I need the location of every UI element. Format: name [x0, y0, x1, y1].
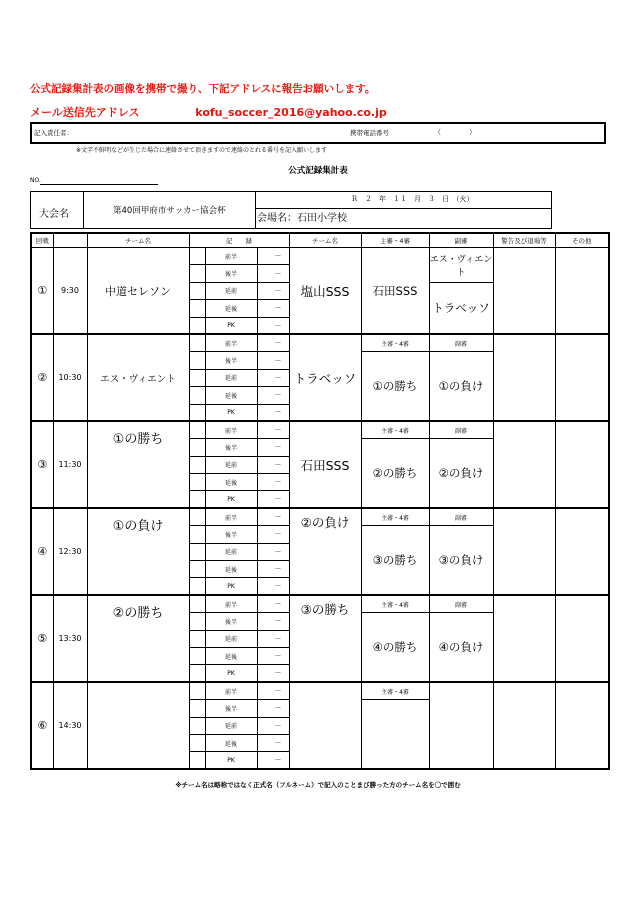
warnings-cell[interactable] [493, 334, 555, 421]
col-record: 記 録 [189, 233, 289, 248]
team-a-name[interactable] [87, 682, 189, 769]
record-spacer [189, 491, 205, 508]
round-number: ④ [31, 508, 53, 595]
col-round: 回戦 [31, 233, 53, 248]
main-ref[interactable]: ③の勝ち [361, 526, 429, 596]
record-spacer [189, 352, 205, 369]
warnings-cell[interactable] [493, 508, 555, 595]
score-cell[interactable]: － [257, 265, 289, 282]
sub-ref-header: 副審 [429, 508, 493, 525]
sub-ref-top[interactable]: エス・ヴィエント [429, 248, 493, 283]
record-spacer [189, 387, 205, 404]
sub-ref-blank [429, 682, 493, 769]
email-label: メール送信先アドレス [30, 106, 140, 119]
record-spacer [189, 578, 205, 595]
note-bottom: ※チーム名は略称ではなく正式名（フルネーム）で記入のことまび勝った方のチーム名を〇で囲む [175, 781, 461, 789]
record-spacer [189, 630, 205, 647]
round-number: ③ [31, 421, 53, 508]
score-cell[interactable]: － [257, 282, 289, 299]
warnings-cell[interactable] [493, 595, 555, 682]
record-spacer [189, 369, 205, 386]
other-cell[interactable] [555, 421, 609, 508]
table-row [31, 248, 609, 265]
record-spacer [189, 734, 205, 751]
half-label: 延後 [205, 561, 257, 578]
half-label: 後半 [205, 526, 257, 543]
half-label: 前半 [205, 508, 257, 525]
record-spacer [189, 717, 205, 734]
record-spacer [189, 421, 205, 438]
col-warnings: 警告及び退場等 [493, 233, 555, 248]
half-label: 延後 [205, 300, 257, 317]
score-cell[interactable]: － [257, 734, 289, 751]
record-spacer [189, 543, 205, 560]
phone-label: 携帯電話番号 [350, 129, 389, 137]
score-cell[interactable]: － [257, 752, 289, 769]
record-spacer [189, 334, 205, 351]
half-label: 前半 [205, 595, 257, 612]
warnings-cell[interactable] [493, 421, 555, 508]
table-row [31, 682, 609, 699]
other-cell[interactable] [555, 682, 609, 769]
score-cell[interactable]: － [257, 474, 289, 491]
round-number: ⑥ [31, 682, 53, 769]
score-cell[interactable]: － [257, 700, 289, 717]
sub-ref[interactable]: ①の負け [429, 352, 493, 422]
table-row [31, 334, 609, 351]
main-ref[interactable]: 石田SSS [361, 248, 429, 335]
score-cell[interactable]: － [257, 421, 289, 438]
score-cell[interactable]: － [257, 665, 289, 682]
phone-field: （ ） [434, 128, 476, 136]
record-spacer [189, 700, 205, 717]
col-team-b: チーム名 [289, 233, 361, 248]
record-spacer [189, 595, 205, 612]
responsible-label: 記入責任者： [34, 129, 73, 137]
col-team-a: チーム名 [87, 233, 189, 248]
score-cell[interactable]: － [257, 352, 289, 369]
taikai-label: 大会名 [39, 209, 69, 220]
other-cell[interactable] [555, 595, 609, 682]
half-label: 後半 [205, 439, 257, 456]
sub-ref-header: 副審 [429, 595, 493, 612]
kickoff-time: 11:30 [53, 421, 87, 508]
record-spacer [189, 561, 205, 578]
score-cell[interactable]: － [257, 456, 289, 473]
record-spacer [189, 317, 205, 334]
sub-ref-header: 副審 [429, 334, 493, 351]
record-spacer [189, 439, 205, 456]
record-spacer [189, 526, 205, 543]
half-label: 延後 [205, 387, 257, 404]
record-spacer [189, 474, 205, 491]
record-spacer [189, 282, 205, 299]
score-cell[interactable]: － [257, 647, 289, 664]
col-main-ref: 主審・4審 [361, 233, 429, 248]
email-line [30, 104, 387, 120]
record-spacer [189, 665, 205, 682]
half-label: PK [205, 317, 257, 334]
col-other: その他 [555, 233, 609, 248]
team-b-name[interactable]: ②の負け [289, 508, 361, 595]
score-cell[interactable]: － [257, 630, 289, 647]
half-label: 延前 [205, 543, 257, 560]
half-label: PK [205, 665, 257, 682]
record-spacer [189, 456, 205, 473]
team-a-name[interactable]: ②の勝ち [87, 595, 189, 682]
half-label: 前半 [205, 248, 257, 265]
team-a-name[interactable]: エス・ヴィエント [87, 334, 189, 421]
table-row [31, 421, 609, 438]
score-cell[interactable]: － [257, 595, 289, 612]
record-spacer [189, 682, 205, 699]
half-label: 前半 [205, 334, 257, 351]
half-label: 後半 [205, 265, 257, 282]
main-ref-header: 主審・4審 [361, 508, 429, 525]
sub-ref[interactable]: ②の負け [429, 439, 493, 509]
note-top: ※文字不鮮明などが生じた場合に連絡させて頂きますので連絡のとれる番号を記入願いします [76, 147, 328, 154]
team-b-name[interactable]: 塩山SSS [289, 248, 361, 335]
half-label: 延後 [205, 474, 257, 491]
half-label: 前半 [205, 421, 257, 438]
taikai-cell [31, 192, 84, 228]
score-cell[interactable]: － [257, 543, 289, 560]
score-cell[interactable]: － [257, 369, 289, 386]
score-cell[interactable]: － [257, 561, 289, 578]
half-label: 後半 [205, 700, 257, 717]
venue: 会場名：石田小学校 [257, 213, 347, 224]
half-label: 後半 [205, 352, 257, 369]
main-ref-header: 主審・4審 [361, 421, 429, 438]
main-ref-header: 主審・4審 [361, 595, 429, 612]
score-cell[interactable]: － [257, 387, 289, 404]
half-label: PK [205, 578, 257, 595]
other-cell[interactable] [555, 248, 609, 335]
record-spacer [189, 300, 205, 317]
half-label: 延前 [205, 369, 257, 386]
kickoff-time: 12:30 [53, 508, 87, 595]
instruction-line: 公式記録集計表の画像を携帯で撮り、下記アドレスに報告お願いします。 [30, 83, 376, 95]
main-ref[interactable]: ④の勝ち [361, 613, 429, 683]
table-header-row [31, 233, 609, 248]
half-label: 延後 [205, 734, 257, 751]
half-label: PK [205, 491, 257, 508]
team-b-name[interactable]: トラベッソ [289, 334, 361, 421]
main-ref-header: 主審・4審 [361, 682, 429, 699]
main-ref[interactable]: ②の勝ち [361, 439, 429, 509]
team-b-name[interactable] [289, 682, 361, 769]
record-spacer [189, 752, 205, 769]
half-label: PK [205, 752, 257, 769]
record-spacer [189, 508, 205, 525]
record-spacer [189, 248, 205, 265]
half-label: 延前 [205, 630, 257, 647]
score-cell[interactable]: － [257, 439, 289, 456]
kickoff-time: 13:30 [53, 595, 87, 682]
email-address[interactable]: kofu_soccer_2016@yahoo.co.jp [195, 106, 387, 119]
half-label: 延前 [205, 717, 257, 734]
header-box [30, 191, 552, 229]
half-label: 延前 [205, 282, 257, 299]
score-cell[interactable]: － [257, 613, 289, 630]
no-label: NO. [30, 177, 41, 184]
main-ref[interactable]: ①の勝ち [361, 352, 429, 422]
score-cell[interactable]: － [257, 717, 289, 734]
score-cell[interactable]: － [257, 404, 289, 421]
kickoff-time: 14:30 [53, 682, 87, 769]
sub-ref-header: 副審 [429, 421, 493, 438]
round-number: ⑤ [31, 595, 53, 682]
sub-ref[interactable]: トラベッソ [429, 282, 493, 334]
sub-ref[interactable]: ④の負け [429, 613, 493, 683]
round-number: ② [31, 334, 53, 421]
round-number: ① [31, 248, 53, 335]
team-a-name[interactable]: 中道セレソン [87, 248, 189, 335]
half-label: 前半 [205, 682, 257, 699]
table-row [31, 595, 609, 612]
half-label: 後半 [205, 613, 257, 630]
half-label: PK [205, 404, 257, 421]
main-ref[interactable] [361, 700, 429, 770]
score-cell[interactable]: － [257, 578, 289, 595]
responsible-box [30, 122, 606, 144]
score-cell[interactable]: － [257, 508, 289, 525]
main-ref-header: 主審・4審 [361, 334, 429, 351]
score-cell[interactable]: － [257, 491, 289, 508]
score-cell[interactable]: － [257, 300, 289, 317]
team-a-name[interactable]: ①の勝ち [87, 421, 189, 508]
col-time-blank [53, 233, 87, 248]
team-b-name[interactable]: 石田SSS [289, 421, 361, 508]
score-cell[interactable]: － [257, 526, 289, 543]
other-cell[interactable] [555, 334, 609, 421]
score-cell[interactable]: － [257, 248, 289, 265]
team-a-name[interactable]: ①の負け [87, 508, 189, 595]
other-cell[interactable] [555, 508, 609, 595]
half-label: 延前 [205, 456, 257, 473]
competition-name: 第40回甲府市サッカー協会杯 [113, 206, 226, 216]
no-line [40, 184, 158, 185]
score-cell[interactable]: － [257, 682, 289, 699]
score-cell[interactable]: － [257, 317, 289, 334]
warnings-cell[interactable] [493, 682, 555, 769]
record-spacer [189, 404, 205, 421]
page-title: 公式記録集計表 [288, 166, 348, 176]
sub-ref[interactable]: ③の負け [429, 526, 493, 596]
team-b-name[interactable]: ③の勝ち [289, 595, 361, 682]
score-cell[interactable]: － [257, 334, 289, 351]
table-row [31, 508, 609, 525]
warnings-cell[interactable] [493, 248, 555, 335]
record-spacer [189, 647, 205, 664]
record-spacer [189, 265, 205, 282]
col-sub-ref: 副審 [429, 233, 493, 248]
match-date: Ｒ ２ 年 １１ 月 ３ 日 （火） [351, 195, 474, 203]
kickoff-time: 9:30 [53, 248, 87, 335]
kickoff-time: 10:30 [53, 334, 87, 421]
record-table [30, 232, 610, 770]
half-label: 延後 [205, 647, 257, 664]
record-spacer [189, 613, 205, 630]
